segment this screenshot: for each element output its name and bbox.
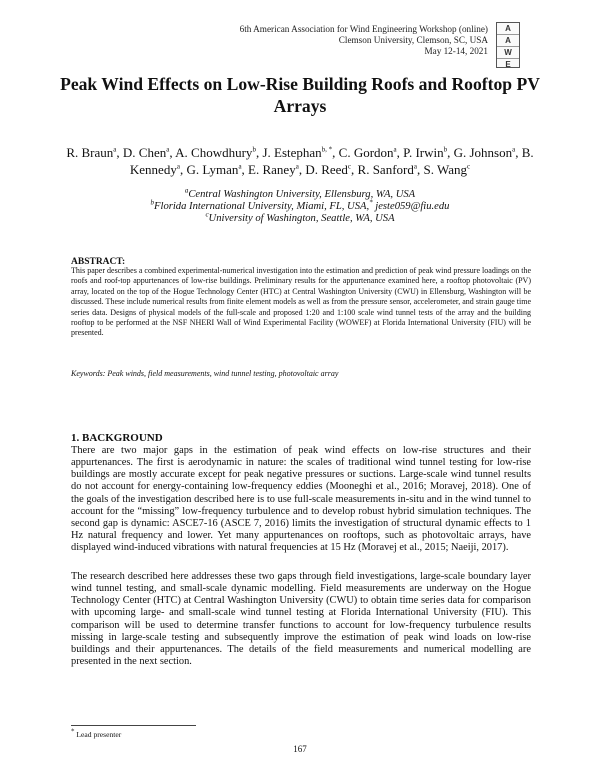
abstract-text: This paper describes a combined experimental-numerical investigation into the estimation and prediction of peak wind pressure loadings on the roofs and roof-top appurtenances of low-rise buildings. Preliminary results for the appurtenance examined here, a rooftop photovoltaic (PV) array, located on the top of the Hogue Technology Center (HTC) at Central Washington University (CWU) in Ellensburg, Washington will be discussed. These include numerical results from finite element models as well as from the pressure sensor, accelerometer, and strain gauge time series data. Designs of physical models of the full-scale and proposed 1:20 and 1:100 scale wind tunnel tests of the array and the building rooftop to be performed at the NSF NHERI Wall of Wind Experimental Facility (WOWEF) at Florida International University (FIU) will be presented. xyxy=(71,266,531,338)
conference-location: Clemson University, Clemson, SC, USA xyxy=(338,35,488,45)
body-paragraph: The research described here addresses these two gaps through field investigations, large-scale boundary layer wind tunnel testing, and small-scale dynamic modelling. Field measurements are underway on the Hogue Technology Center (HTC) at Central Washington University (CWU) to obtain time series data for comparison with upcoming large- and small-scale wind tunnel testing at Florida International University (FIU). This comparison will be used to determine transfer functions to account for low-frequency turbulence results missing in large-scale testing and subsequently improve the estimation of peak wind loads on low-rise buildings and their appurtenances. The details of the field measurements and numerical modelling are presented in the next section. xyxy=(71,571,531,668)
author-affiliation-marker: a xyxy=(238,162,242,171)
logo-letter: W xyxy=(497,46,519,58)
abstract-heading: ABSTRACT: xyxy=(71,257,126,267)
footnote-marker: * xyxy=(71,727,75,736)
affiliation-text: Florida International University, Miami, FL, USA, xyxy=(154,201,370,212)
page-number: 167 xyxy=(293,744,307,754)
footnote-text: Lead presenter xyxy=(74,730,122,739)
author-affiliation-marker: c xyxy=(466,162,471,171)
paper-title: Peak Wind Effects on Low-Rise Building Roofs and Rooftop PV Arrays xyxy=(60,74,540,116)
affiliation-text: University of Washington, Seattle, WA, USA xyxy=(208,213,395,224)
author-affiliation-marker: a xyxy=(413,162,417,171)
author-affiliation-marker: a xyxy=(113,145,117,154)
affiliation-marker: a xyxy=(184,186,189,195)
keywords: Keywords: Peak winds, field measurements, wind tunnel testing, photovoltaic array xyxy=(71,369,339,378)
author-affiliation-marker: a xyxy=(393,145,397,154)
author-name: R. Sanford xyxy=(357,162,414,177)
affiliation xyxy=(70,198,530,213)
footnote-divider xyxy=(71,725,196,726)
author-affiliation-marker: b xyxy=(252,145,256,154)
conference-name: 6th American Association for Wind Engineering Workshop (online) xyxy=(239,24,488,34)
affiliation-marker: b xyxy=(150,198,155,207)
aawe-logo xyxy=(496,22,520,68)
author-name: E. Raney xyxy=(248,162,296,177)
affiliation xyxy=(70,210,530,225)
author-name: P. Irwin xyxy=(403,145,444,160)
conference-header xyxy=(240,24,488,57)
author-name: A. Chowdhury xyxy=(175,145,253,160)
author-affiliation-marker: a xyxy=(512,145,516,154)
author-name: B. Kennedy xyxy=(129,145,534,177)
logo-letter: A xyxy=(505,24,511,33)
author-affiliation-marker: b xyxy=(443,145,448,154)
affiliation-marker: c xyxy=(205,210,209,219)
affiliation-list xyxy=(70,186,530,225)
author-affiliation-marker: c xyxy=(347,162,352,171)
affiliation-text: Central Washington University, Ellensburg, WA, USA xyxy=(188,189,416,200)
author-affiliation-marker: b, * xyxy=(321,145,333,154)
body-paragraph: There are two major gaps in the estimation of peak wind effects on low-rise structures and their appurtenances. The first is aerodynamic in nature: the scales of traditional wind tunnel testing for low-rise buildings are mostly accurate except for peak negative pressures or suctions. Large-scale wind tunnel results do not account for energy-containing low-frequency eddies (Mooneghi et al., 2016; Moravej, 2018). One of the goals of the investigation described here is to use full-scale measurements in-situ and in the wind tunnel to account for the “missing” low-frequency turbulence and to develop robust hybrid simulation techniques. The second gap is dynamic: ASCE7-16 (ASCE 7, 2016) limits the investigation of structural dynamic effects to 1 Hz natural frequency and lower. Yet many appurtenances on rooftops, such as photovoltaic arrays, have displayed wind-induced vibrations with natural frequencies at 15 Hz (Moravej et al., 2015; Naeiji, 2017). xyxy=(71,445,531,554)
author-name: S. Wang xyxy=(423,162,467,177)
author-name: G. Johnson xyxy=(453,145,513,160)
corresponding-marker: * xyxy=(369,198,373,207)
author-name: J. Estephan xyxy=(262,145,322,160)
footnote xyxy=(71,727,122,739)
author-affiliation-marker: a xyxy=(176,162,180,171)
corresponding-email[interactable]: jeste059@fiu.edu xyxy=(372,201,450,212)
author-affiliation-marker: a xyxy=(295,162,299,171)
affiliation xyxy=(70,186,530,201)
logo-letter: E xyxy=(497,58,519,70)
section-heading-background: 1. BACKGROUND xyxy=(71,432,163,444)
author-name: R. Braun xyxy=(66,145,114,160)
author-name: C. Gordon xyxy=(338,145,394,160)
author-name: D. Reed xyxy=(305,162,348,177)
author-name: D. Chen xyxy=(122,145,167,160)
logo-letter: A xyxy=(497,34,519,46)
conference-dates: May 12-14, 2021 xyxy=(424,46,488,56)
author-name: G. Lyman xyxy=(186,162,239,177)
author-list: R. Braun$^a$, D. Chen$^a$, A. Chowdhury$^b$, J. Estephan$^{b, *}$, C. Gordon$^a$, P. Irwin$^b$, G. Johnson$^a$, B. Kennedy$^a$, G. Lyman$^a$, E. Raney$^a$, D. Reed$^c$, R. Sanford$^a$, S. Wang$^c$ xyxy=(66,145,534,177)
author-affiliation-marker: a xyxy=(166,145,170,154)
